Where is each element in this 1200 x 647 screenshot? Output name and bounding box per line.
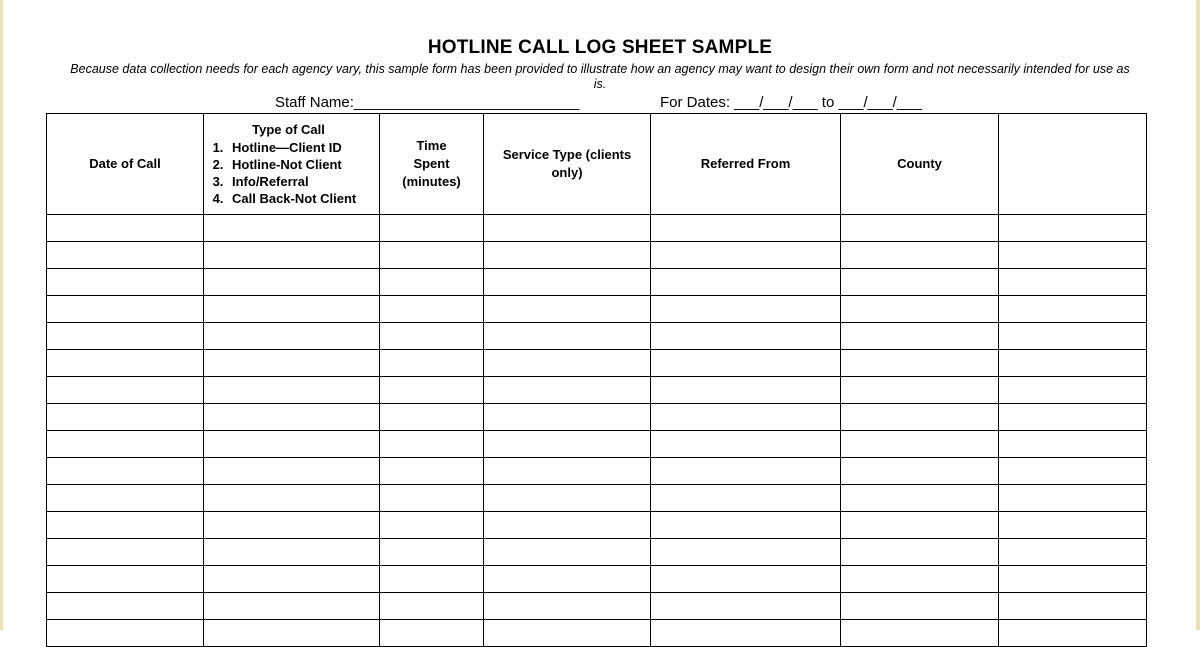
date-of-call-cell[interactable] [47,566,204,593]
blank-cell[interactable] [999,269,1147,296]
time-spent-cell[interactable] [380,512,484,539]
county-cell[interactable] [841,323,999,350]
header-referred-from: Referred From [651,114,841,215]
time-spent-cell[interactable] [380,404,484,431]
time-spent-cell[interactable] [380,485,484,512]
call-type-option [204,173,379,190]
date-of-call-cell[interactable] [47,269,204,296]
header-service-type: Service Type (clients only) [484,114,651,215]
time-spent-cell[interactable] [380,431,484,458]
type-of-call-cell[interactable] [204,296,380,323]
county-cell[interactable] [841,269,999,296]
blank-cell[interactable] [999,296,1147,323]
county-cell[interactable] [841,485,999,512]
date-of-call-cell[interactable] [47,215,204,242]
blank-cell[interactable] [999,539,1147,566]
table-row [47,566,1147,593]
date-of-call-cell[interactable] [47,485,204,512]
type-of-call-cell[interactable] [204,215,380,242]
referred-from-cell[interactable] [651,350,841,377]
table-row [47,431,1147,458]
table-row [47,296,1147,323]
county-cell[interactable] [841,539,999,566]
time-spent-cell[interactable] [380,593,484,620]
call-type-label: Hotline-Not Client [232,157,342,172]
table-row [47,323,1147,350]
blank-cell[interactable] [999,593,1147,620]
blank-cell[interactable] [999,404,1147,431]
service-type-cell[interactable] [484,404,651,431]
county-cell[interactable] [841,593,999,620]
referred-from-cell[interactable] [651,377,841,404]
type-of-call-cell[interactable] [204,431,380,458]
date-of-call-cell[interactable] [47,242,204,269]
date-of-call-cell[interactable] [47,350,204,377]
blank-cell[interactable] [999,458,1147,485]
county-cell[interactable] [841,377,999,404]
service-type-cell[interactable] [484,566,651,593]
page-right-border [1196,0,1200,630]
county-cell[interactable] [841,431,999,458]
county-cell[interactable] [841,512,999,539]
type-of-call-cell[interactable] [204,485,380,512]
type-of-call-cell[interactable] [204,377,380,404]
blank-cell[interactable] [999,323,1147,350]
call-type-number: 1. [212,140,224,155]
blank-cell[interactable] [999,566,1147,593]
type-of-call-cell[interactable] [204,566,380,593]
for-dates-field: For Dates: ___/___/___ to ___/___/___ [660,94,922,111]
type-of-call-cell[interactable] [204,512,380,539]
referred-from-cell[interactable] [651,458,841,485]
county-cell[interactable] [841,350,999,377]
service-type-cell[interactable] [484,539,651,566]
header-county: County [841,114,999,215]
date-of-call-cell[interactable] [47,377,204,404]
time-spent-cell[interactable] [380,458,484,485]
type-of-call-heading: Type of Call [252,122,325,137]
table-row [47,215,1147,242]
referred-from-cell[interactable] [651,485,841,512]
type-of-call-cell[interactable] [204,620,380,647]
date-of-call-cell[interactable] [47,458,204,485]
call-type-number: 3. [212,174,224,189]
blank-cell[interactable] [999,242,1147,269]
referred-from-cell[interactable] [651,269,841,296]
service-type-cell[interactable] [484,620,651,647]
form-instructions: Because data collection needs for each agency vary, this sample form has been provided to illustrate how an agency may want to design their own form and not necessarily intended for use as is. [70,62,1130,91]
table-row [47,350,1147,377]
service-type-cell[interactable] [484,593,651,620]
blank-cell[interactable] [999,512,1147,539]
service-type-cell[interactable] [484,323,651,350]
referred-from-cell[interactable] [651,296,841,323]
service-type-cell[interactable] [484,377,651,404]
referred-from-cell[interactable] [651,404,841,431]
time-spent-cell[interactable] [380,377,484,404]
call-type-label: Call Back-Not Client [232,191,357,206]
referred-from-cell[interactable] [651,215,841,242]
table-row [47,620,1147,647]
referred-from-cell[interactable] [651,539,841,566]
time-spent-cell[interactable] [380,350,484,377]
time-spent-cell[interactable] [380,620,484,647]
table-row [47,512,1147,539]
county-cell[interactable] [841,620,999,647]
page-left-border [0,0,3,630]
call-type-number: 4. [212,191,224,206]
table-row [47,242,1147,269]
type-of-call-cell[interactable] [204,350,380,377]
call-type-option [204,190,379,207]
header-date-of-call: Date of Call [47,114,204,215]
table-row [47,485,1147,512]
service-type-cell[interactable] [484,350,651,377]
type-of-call-cell[interactable] [204,593,380,620]
referred-from-cell[interactable] [651,431,841,458]
service-type-cell[interactable] [484,431,651,458]
referred-from-cell[interactable] [651,593,841,620]
time-spent-cell[interactable] [380,269,484,296]
table-row [47,269,1147,296]
date-of-call-cell[interactable] [47,593,204,620]
service-type-cell[interactable] [484,242,651,269]
date-of-call-cell[interactable] [47,404,204,431]
blank-cell[interactable] [999,431,1147,458]
time-spent-cell[interactable] [380,296,484,323]
type-of-call-cell[interactable] [204,323,380,350]
blank-cell[interactable] [999,215,1147,242]
service-type-cell[interactable] [484,215,651,242]
time-spent-cell[interactable] [380,242,484,269]
date-of-call-cell[interactable] [47,512,204,539]
type-of-call-cell[interactable] [204,539,380,566]
table-row [47,404,1147,431]
county-cell[interactable] [841,458,999,485]
service-type-cell[interactable] [484,485,651,512]
date-of-call-cell[interactable] [47,620,204,647]
referred-from-cell[interactable] [651,512,841,539]
referred-from-cell[interactable] [651,323,841,350]
service-type-cell[interactable] [484,458,651,485]
header-blank [999,114,1147,215]
table-row [47,377,1147,404]
table-row [47,458,1147,485]
county-cell[interactable] [841,242,999,269]
date-of-call-cell[interactable] [47,296,204,323]
blank-cell[interactable] [999,485,1147,512]
blank-cell[interactable] [999,377,1147,404]
time-spent-cell[interactable] [380,539,484,566]
date-of-call-cell[interactable] [47,323,204,350]
table-row [47,593,1147,620]
county-cell[interactable] [841,296,999,323]
table-header-row [47,114,1147,215]
county-cell[interactable] [841,215,999,242]
time-spent-cell[interactable] [380,323,484,350]
service-type-cell[interactable] [484,512,651,539]
call-type-option [204,156,379,173]
service-type-cell[interactable] [484,296,651,323]
type-of-call-cell[interactable] [204,269,380,296]
call-type-label: Info/Referral [232,174,309,189]
county-cell[interactable] [841,566,999,593]
form-title: HOTLINE CALL LOG SHEET SAMPLE [427,37,773,58]
time-spent-cell[interactable] [380,566,484,593]
referred-from-cell[interactable] [651,566,841,593]
call-log-table [46,113,1147,647]
type-of-call-cell[interactable] [204,458,380,485]
call-type-option [204,139,379,156]
time-spent-cell[interactable] [380,215,484,242]
blank-cell[interactable] [999,620,1147,647]
referred-from-cell[interactable] [651,620,841,647]
staff-name-field: Staff Name:___________________________ [275,94,580,111]
header-time-spent: Time Spent (minutes) [380,114,484,215]
table-body [47,215,1147,647]
call-type-number: 2. [212,157,224,172]
blank-cell[interactable] [999,350,1147,377]
service-type-cell[interactable] [484,269,651,296]
county-cell[interactable] [841,404,999,431]
type-of-call-cell[interactable] [204,242,380,269]
date-of-call-cell[interactable] [47,431,204,458]
table-row [47,539,1147,566]
type-of-call-cell[interactable] [204,404,380,431]
date-of-call-cell[interactable] [47,539,204,566]
referred-from-cell[interactable] [651,242,841,269]
call-type-label: Hotline—Client ID [232,140,342,155]
header-type-of-call [204,114,380,215]
